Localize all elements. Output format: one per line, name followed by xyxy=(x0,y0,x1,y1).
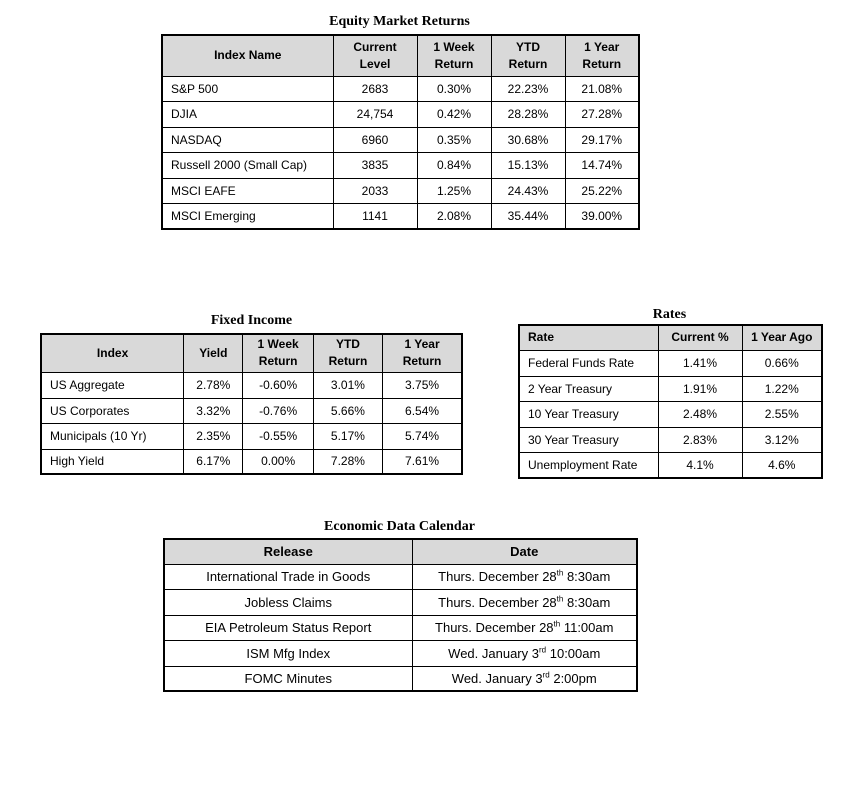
table-row xyxy=(164,615,637,640)
table-row xyxy=(164,564,637,589)
current-rate-cell: 2.83% xyxy=(658,427,742,452)
fixed-income-header-ytd: YTD Return xyxy=(313,334,382,372)
week-return-cell: 0.42% xyxy=(417,101,491,127)
fixed-income-header-1week: 1 Week Return xyxy=(243,334,313,372)
ytd-return-cell: 22.23% xyxy=(491,76,565,101)
table-row xyxy=(41,449,462,474)
equity-header-current-level: Current Level xyxy=(333,35,417,76)
index-name-cell: S&P 500 xyxy=(162,76,333,101)
week-return-cell: -0.55% xyxy=(243,423,313,449)
week-return-cell: 0.84% xyxy=(417,152,491,178)
date-day: Thurs. December 28 xyxy=(438,569,557,584)
year-ago-rate-cell: 3.12% xyxy=(742,427,822,452)
year-ago-rate-cell: 1.22% xyxy=(742,376,822,401)
year-return-cell: 27.28% xyxy=(565,101,639,127)
date-suffix: th xyxy=(553,619,561,629)
calendar-table xyxy=(163,538,638,692)
rate-name-cell: Unemployment Rate xyxy=(519,452,658,478)
release-cell: Jobless Claims xyxy=(164,589,412,615)
release-cell: EIA Petroleum Status Report xyxy=(164,615,412,640)
week-return-cell: 0.00% xyxy=(243,449,313,474)
date-cell xyxy=(412,666,637,691)
date-suffix: th xyxy=(556,568,564,578)
table-row xyxy=(41,423,462,449)
table-row xyxy=(162,178,639,203)
index-name-cell: NASDAQ xyxy=(162,127,333,152)
rates-header-year-ago: 1 Year Ago xyxy=(742,325,822,350)
ytd-return-cell: 5.66% xyxy=(313,398,382,423)
ytd-return-cell: 35.44% xyxy=(491,203,565,229)
current-rate-cell: 2.48% xyxy=(658,401,742,427)
date-day: Thurs. December 28 xyxy=(435,620,554,635)
equity-title: Equity Market Returns xyxy=(329,14,470,29)
rate-name-cell: Federal Funds Rate xyxy=(519,350,658,376)
date-suffix: th xyxy=(556,594,564,604)
date-time: 8:30am xyxy=(566,569,611,584)
equity-header-1year: 1 Year Return xyxy=(565,35,639,76)
date-cell xyxy=(412,640,637,666)
date-suffix: rd xyxy=(542,670,550,680)
current-level-cell: 3835 xyxy=(333,152,417,178)
index-name-cell: MSCI Emerging xyxy=(162,203,333,229)
table-row xyxy=(162,76,639,101)
date-time: 8:30am xyxy=(566,594,611,610)
year-ago-rate-cell: 2.55% xyxy=(742,401,822,427)
date-day: Wed. January 3 xyxy=(448,645,539,661)
fixed-income-header-yield: Yield xyxy=(184,334,243,372)
date-day: Wed. January 3 xyxy=(451,670,543,686)
date-cell xyxy=(412,615,637,640)
index-cell: Municipals (10 Yr) xyxy=(41,423,184,449)
rates-header-current: Current % xyxy=(658,325,742,350)
year-return-cell: 25.22% xyxy=(565,178,639,203)
rates-header-rate: Rate xyxy=(519,325,658,350)
release-cell: International Trade in Goods xyxy=(164,564,412,589)
ytd-return-cell: 24.43% xyxy=(491,178,565,203)
year-return-cell: 5.74% xyxy=(383,423,462,449)
year-return-cell: 6.54% xyxy=(383,398,462,423)
table-row xyxy=(519,376,822,401)
table-row xyxy=(164,666,637,691)
index-cell: US Corporates xyxy=(41,398,184,423)
date-day: Thurs. December 28 xyxy=(438,594,557,610)
table-row xyxy=(519,350,822,376)
table-row xyxy=(519,452,822,478)
current-rate-cell: 1.41% xyxy=(658,350,742,376)
table-row xyxy=(41,398,462,423)
fixed-income-table xyxy=(40,333,463,475)
year-ago-rate-cell: 4.6% xyxy=(742,452,822,478)
table-row xyxy=(519,401,822,427)
rates-table xyxy=(518,324,823,479)
calendar-title: Economic Data Calendar xyxy=(324,519,475,534)
week-return-cell: 0.30% xyxy=(417,76,491,101)
rates-title: Rates xyxy=(652,307,687,322)
release-cell: FOMC Minutes xyxy=(164,666,412,691)
year-return-cell: 3.75% xyxy=(383,372,462,398)
rate-name-cell: 30 Year Treasury xyxy=(519,427,658,452)
yield-cell: 2.78% xyxy=(184,372,243,398)
current-level-cell: 2683 xyxy=(333,76,417,101)
week-return-cell: 2.08% xyxy=(417,203,491,229)
table-row xyxy=(519,427,822,452)
ytd-return-cell: 5.17% xyxy=(313,423,382,449)
date-time: 11:00am xyxy=(563,620,614,635)
ytd-return-cell: 28.28% xyxy=(491,101,565,127)
fixed-income-header-1year: 1 Year Return xyxy=(383,334,462,372)
week-return-cell: -0.60% xyxy=(243,372,313,398)
date-suffix: rd xyxy=(538,645,547,655)
year-return-cell: 14.74% xyxy=(565,152,639,178)
equity-table xyxy=(161,34,640,230)
release-cell: ISM Mfg Index xyxy=(164,640,412,666)
current-rate-cell: 4.1% xyxy=(658,452,742,478)
current-level-cell: 6960 xyxy=(333,127,417,152)
ytd-return-cell: 7.28% xyxy=(313,449,382,474)
yield-cell: 6.17% xyxy=(184,449,243,474)
table-row xyxy=(164,589,637,615)
date-cell xyxy=(412,564,637,589)
yield-cell: 2.35% xyxy=(184,423,243,449)
index-name-cell: Russell 2000 (Small Cap) xyxy=(162,152,333,178)
index-name-cell: DJIA xyxy=(162,101,333,127)
table-row xyxy=(162,152,639,178)
equity-header-index-name: Index Name xyxy=(162,35,333,76)
equity-header-ytd: YTD Return xyxy=(491,35,565,76)
yield-cell: 3.32% xyxy=(184,398,243,423)
ytd-return-cell: 15.13% xyxy=(491,152,565,178)
table-row xyxy=(41,372,462,398)
current-level-cell: 1141 xyxy=(333,203,417,229)
index-name-cell: MSCI EAFE xyxy=(162,178,333,203)
date-cell xyxy=(412,589,637,615)
calendar-header-release: Release xyxy=(164,539,412,564)
fixed-income-header-index: Index xyxy=(41,334,184,372)
current-level-cell: 24,754 xyxy=(333,101,417,127)
ytd-return-cell: 30.68% xyxy=(491,127,565,152)
rate-name-cell: 10 Year Treasury xyxy=(519,401,658,427)
week-return-cell: -0.76% xyxy=(243,398,313,423)
ytd-return-cell: 3.01% xyxy=(313,372,382,398)
equity-header-1week: 1 Week Return xyxy=(417,35,491,76)
current-rate-cell: 1.91% xyxy=(658,376,742,401)
year-return-cell: 7.61% xyxy=(383,449,462,474)
date-time: 10:00am xyxy=(549,645,601,661)
fixed-income-title: Fixed Income xyxy=(210,313,293,328)
index-cell: US Aggregate xyxy=(41,372,184,398)
week-return-cell: 0.35% xyxy=(417,127,491,152)
current-level-cell: 2033 xyxy=(333,178,417,203)
rate-name-cell: 2 Year Treasury xyxy=(519,376,658,401)
year-return-cell: 21.08% xyxy=(565,76,639,101)
table-row xyxy=(162,101,639,127)
year-ago-rate-cell: 0.66% xyxy=(742,350,822,376)
week-return-cell: 1.25% xyxy=(417,178,491,203)
index-cell: High Yield xyxy=(41,449,184,474)
table-row xyxy=(162,127,639,152)
table-row xyxy=(162,203,639,229)
calendar-header-date: Date xyxy=(412,539,637,564)
year-return-cell: 29.17% xyxy=(565,127,639,152)
date-time: 2:00pm xyxy=(553,670,597,686)
year-return-cell: 39.00% xyxy=(565,203,639,229)
table-row xyxy=(164,640,637,666)
